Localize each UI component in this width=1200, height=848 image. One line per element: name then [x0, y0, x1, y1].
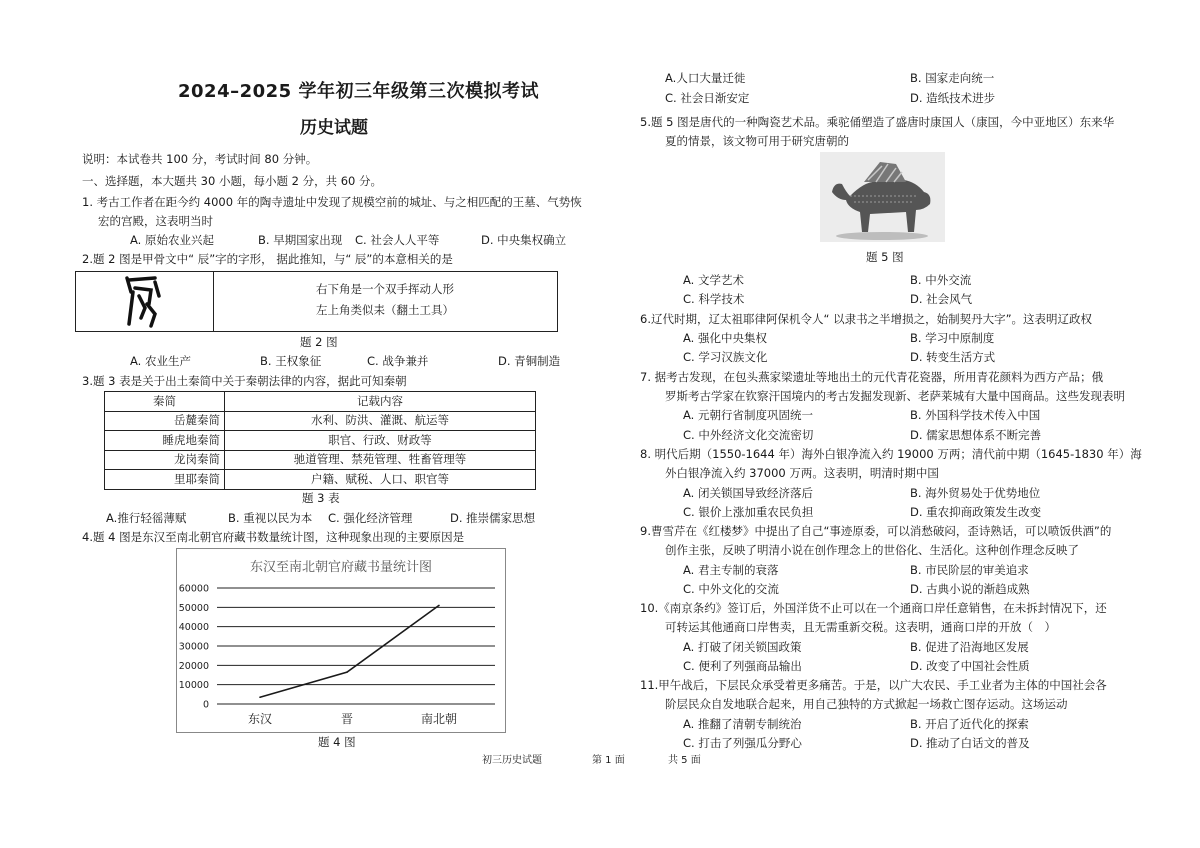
q1-stem-line2: 宏的宫殿，这表明当时 — [98, 214, 213, 228]
q1-option-c[interactable]: C. 社会人人平等 — [355, 233, 440, 247]
q9-option-a[interactable]: A. 君主专制的衰落 — [683, 563, 779, 577]
q8-stem-line2: 外白银净流入约 37000 万两。这表明，明清时期中国 — [665, 466, 939, 480]
table-cell: 职官、行政、财政等 — [225, 431, 536, 451]
oracle-bone-glyph — [121, 274, 165, 330]
q7-stem-line2: 罗斯考古学家在钦察汗国境内的考古发掘发现新、老萨莱城有大量中国商品。这些发现表明 — [665, 389, 1125, 403]
table-row — [105, 411, 536, 431]
table-cell: 水利、防洪、灌溉、航运等 — [225, 411, 536, 431]
table-cell: 睡虎地秦简 — [105, 431, 225, 451]
q8-option-b[interactable]: B. 海外贸易处于优势地位 — [910, 486, 1041, 500]
q2-desc-line1: 右下角是一个双手挥动人形 — [316, 282, 454, 296]
table-header-cell: 记载内容 — [225, 392, 536, 412]
q3-stem: 3.题 3 表是关于出土秦简中关于秦朝法律的内容，据此可知秦朝 — [82, 374, 407, 388]
q2-figure-box — [75, 271, 558, 332]
table-row — [105, 431, 536, 451]
q7-option-c[interactable]: C. 中外经济文化交流密切 — [683, 428, 814, 442]
chart-x-tick-label: 晋 — [340, 712, 354, 726]
q5-caption: 题 5 图 — [866, 250, 904, 264]
chart-x-tick-label: 东汉 — [247, 712, 273, 726]
q10-option-a[interactable]: A. 打破了闭关锁国政策 — [683, 640, 802, 654]
q3-option-c[interactable]: C. 强化经济管理 — [328, 511, 413, 525]
q3-option-b[interactable]: B. 重视以民为本 — [228, 511, 313, 525]
q4-option-d[interactable]: D. 造纸技术进步 — [910, 91, 996, 105]
q3-option-a[interactable]: A.推行轻徭薄赋 — [106, 511, 187, 525]
line-chart — [177, 549, 505, 732]
chart-x-tick-label: 南北朝 — [420, 712, 458, 726]
table-cell: 驰道管理、禁苑管理、牲畜管理等 — [225, 450, 536, 470]
q8-stem-line1: 8. 明代后期（1550-1644 年）海外白银净流入约 19000 万两；清代前中期（1645-1830 年）海 — [640, 447, 1142, 461]
q5-stem-line1: 5.题 5 图是唐代的一种陶瓷艺术品。乘驼俑塑造了盛唐时康国人（康国，今中亚地区）东来华 — [640, 115, 1115, 129]
exam-note: 说明：本试卷共 100 分，考试时间 80 分钟。 — [82, 152, 318, 166]
chart-y-tick-label: 30000 — [178, 641, 209, 653]
q1-stem-line1: 1. 考古工作者在距今约 4000 年的陶寺遗址中发现了规模空前的城址、与之相匹配的王墓、气势恢 — [82, 195, 582, 209]
q10-stem-line1: 10.《南京条约》签订后，外国洋货不止可以在一个通商口岸任意销售，在未拆封情况下，还 — [640, 601, 1107, 615]
q8-option-d[interactable]: D. 重农抑商政策发生改变 — [910, 505, 1042, 519]
q2-figure-divider — [213, 272, 214, 331]
footer-doc-name: 初三历史试题 — [482, 755, 542, 766]
table-cell: 岳麓秦简 — [105, 411, 225, 431]
q4-stem: 4.题 4 图是东汉至南北朝官府藏书数量统计图，这种现象出现的主要原因是 — [82, 530, 465, 544]
q8-option-c[interactable]: C. 银价上涨加重农民负担 — [683, 505, 814, 519]
q4-option-c[interactable]: C. 社会日渐安定 — [665, 91, 750, 105]
chart-data-point — [346, 671, 348, 673]
q11-option-b[interactable]: B. 开启了近代化的探索 — [910, 717, 1029, 731]
q3-table — [104, 391, 536, 490]
section-heading: 一、选择题，本大题共 30 小题，每小题 2 分，共 60 分。 — [82, 174, 383, 188]
chart-data-point — [259, 696, 261, 698]
q1-option-a[interactable]: A. 原始农业兴起 — [130, 233, 214, 247]
chart-y-tick-label: 40000 — [178, 622, 209, 634]
q8-option-a[interactable]: A. 闭关锁国导致经济落后 — [683, 486, 813, 500]
q9-option-d[interactable]: D. 古典小说的渐趋成熟 — [910, 582, 1030, 596]
q4-caption: 题 4 图 — [318, 735, 356, 749]
table-row — [105, 470, 536, 490]
q9-stem-line1: 9.曹雪芹在《红楼梦》中提出了自己“事迹原委，可以消愁破闷，歪诗熟话，可以喷饭供酒”的 — [640, 524, 1112, 538]
q3-caption: 题 3 表 — [302, 491, 340, 505]
q10-stem-line2: 可转运其他通商口岸售卖，且无需重新交税。这表明，通商口岸的开放（ ） — [665, 620, 1056, 634]
table-cell: 户籍、赋税、人口、职官等 — [225, 470, 536, 490]
q9-option-b[interactable]: B. 市民阶层的审美追求 — [910, 563, 1029, 577]
q7-stem-line1: 7. 据考古发现，在包头燕家梁遗址等地出土的元代青花瓷器，所用青花颜料为西方产品；俄 — [640, 370, 1104, 384]
chart-y-tick-label: 10000 — [178, 680, 209, 692]
chart-data-point — [438, 605, 440, 607]
q7-option-a[interactable]: A. 元朝行省制度巩固统一 — [683, 408, 813, 422]
q5-option-d[interactable]: D. 社会风气 — [910, 292, 973, 306]
q2-option-a[interactable]: A. 农业生产 — [130, 354, 191, 368]
chart-y-tick-label: 20000 — [178, 660, 209, 672]
q2-option-b[interactable]: B. 王权象征 — [260, 354, 322, 368]
chart-y-tick-label: 0 — [202, 699, 209, 711]
q5-option-a[interactable]: A. 文学艺术 — [683, 273, 744, 287]
q4-option-a[interactable]: A.人口大量迁徙 — [665, 71, 746, 85]
q1-option-d[interactable]: D. 中央集权确立 — [481, 233, 567, 247]
q2-desc-line2: 左上角类似耒（翻土工具） — [316, 303, 454, 317]
exam-title: 2024–2025 学年初三年级第三次模拟考试 — [178, 81, 539, 102]
q10-option-d[interactable]: D. 改变了中国社会性质 — [910, 659, 1030, 673]
q9-stem-line2: 创作主张，反映了明清小说在创作理念上的世俗化、生活化。这种创作理念反映了 — [665, 543, 1079, 557]
q2-option-d[interactable]: D. 青铜制造 — [498, 354, 561, 368]
chart-title: 东汉至南北朝官府藏书量统计图 — [249, 560, 433, 575]
q4-chart-frame — [176, 548, 506, 733]
chart-y-tick-label: 60000 — [178, 583, 209, 595]
q10-option-b[interactable]: B. 促进了沿海地区发展 — [910, 640, 1029, 654]
q6-option-a[interactable]: A. 强化中央集权 — [683, 331, 767, 345]
q2-caption: 题 2 图 — [300, 335, 338, 349]
q7-option-d[interactable]: D. 儒家思想体系不断完善 — [910, 428, 1042, 442]
q5-option-c[interactable]: C. 科学技术 — [683, 292, 745, 306]
footer-page-number: 第 1 面 — [592, 755, 625, 766]
table-row — [105, 450, 536, 470]
table-cell: 龙岗秦简 — [105, 450, 225, 470]
table-header-cell: 秦简 — [105, 392, 225, 412]
q2-option-c[interactable]: C. 战争兼并 — [367, 354, 429, 368]
table-header-row — [105, 392, 536, 412]
q11-option-d[interactable]: D. 推动了白话文的普及 — [910, 736, 1030, 750]
q11-option-a[interactable]: A. 推翻了清朝专制统治 — [683, 717, 802, 731]
q6-stem: 6.辽代时期，辽太祖耶律阿保机令人“ 以隶书之半增损之，始制契丹大字”。这表明辽政权 — [640, 312, 1093, 326]
q6-option-b[interactable]: B. 学习中原制度 — [910, 331, 995, 345]
q9-option-c[interactable]: C. 中外文化的交流 — [683, 582, 779, 596]
q11-stem-line1: 11.甲午战后，下层民众承受着更多痛苦。于是，以广大农民、手工业者为主体的中国社会各 — [640, 678, 1107, 692]
q7-option-b[interactable]: B. 外国科学技术传入中国 — [910, 408, 1041, 422]
footer-page-total: 共 5 面 — [668, 755, 701, 766]
q11-option-c[interactable]: C. 打击了列强瓜分野心 — [683, 736, 802, 750]
camel-figurine-photo — [820, 152, 945, 242]
q10-option-c[interactable]: C. 便利了列强商品输出 — [683, 659, 802, 673]
chart-y-tick-label: 50000 — [178, 602, 209, 614]
table-cell: 里耶秦简 — [105, 470, 225, 490]
q6-option-d[interactable]: D. 转变生活方式 — [910, 350, 996, 364]
q1-option-b[interactable]: B. 早期国家出现 — [258, 233, 343, 247]
q6-option-c[interactable]: C. 学习汉族文化 — [683, 350, 768, 364]
chart-series-line — [260, 605, 439, 697]
q5-stem-line2: 夏的情景，该文物可用于研究唐朝的 — [665, 134, 849, 148]
q11-stem-line2: 阶层民众自发地联合起来，用自己独特的方式掀起一场救亡图存运动。这场运动 — [665, 697, 1068, 711]
q3-option-d[interactable]: D. 推崇儒家思想 — [450, 511, 536, 525]
q5-option-b[interactable]: B. 中外交流 — [910, 273, 972, 287]
q4-option-b[interactable]: B. 国家走向统一 — [910, 71, 995, 85]
exam-subtitle: 历史试题 — [300, 118, 368, 138]
q2-stem: 2.题 2 图是甲骨文中“ 辰”字的字形， 据此推知，与“ 辰”的本意相关的是 — [82, 252, 453, 266]
